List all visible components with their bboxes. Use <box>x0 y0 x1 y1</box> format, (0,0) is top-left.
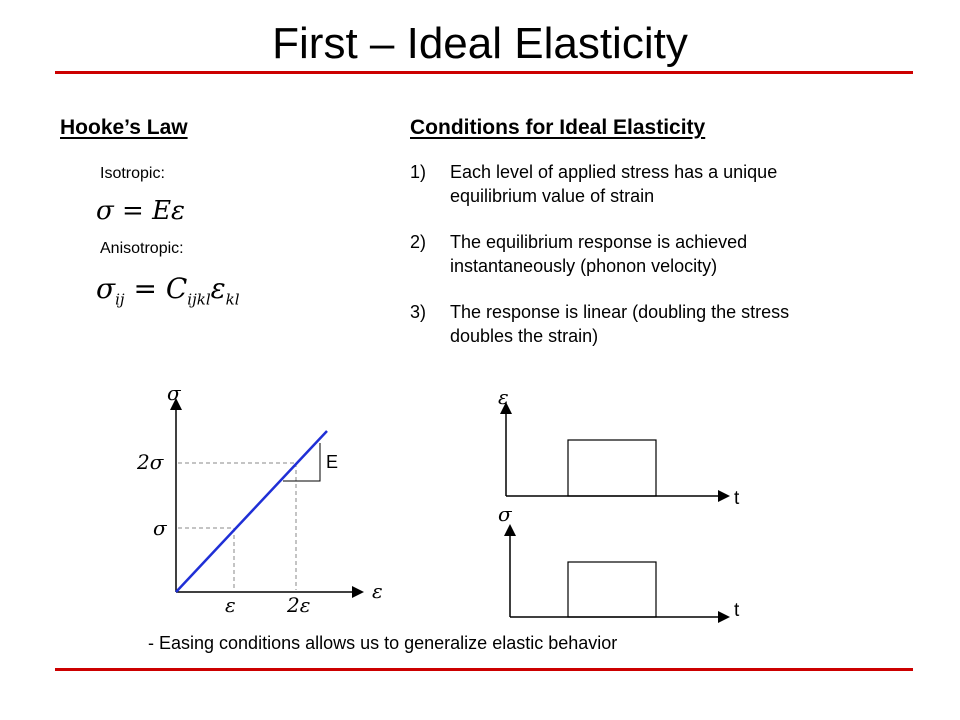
footer-divider <box>55 668 913 671</box>
condition-text: Each level of applied stress has a unique equilibrium value of strain <box>450 162 778 206</box>
strain-time-y-label: ε <box>498 385 509 409</box>
slope-label: E <box>326 452 339 472</box>
stress-pulse <box>568 562 656 617</box>
condition-text: The equilibrium response is achieved instantaneously (phonon velocity) <box>450 232 748 276</box>
anisotropic-label: Anisotropic: <box>100 240 184 257</box>
anisotropic-eps: ε <box>210 272 226 305</box>
anisotropic-eq-c: = C <box>133 272 188 305</box>
y-tick-two-sigma: 2σ <box>137 450 164 474</box>
strain-time-x-label: t <box>734 488 740 509</box>
x-tick-two-epsilon: 2ε <box>287 593 311 617</box>
condition-number: 2) <box>410 232 427 252</box>
strain-axis-label: ε <box>372 579 383 603</box>
strain-pulse <box>568 440 656 496</box>
footnote: - Easing conditions allows us to generalize elastic behavior <box>148 633 618 653</box>
anisotropic-sub-ij: ij <box>115 290 125 309</box>
condition-number: 3) <box>410 302 427 322</box>
stress-strain-line <box>176 431 327 592</box>
slide-title: First – Ideal Elasticity <box>272 19 688 68</box>
anisotropic-sub-ijkl: ijkl <box>187 290 211 309</box>
hookes-law-heading: Hooke’s Law <box>60 116 188 139</box>
x-tick-epsilon: ε <box>225 593 236 617</box>
stress-time-y-label: σ <box>498 502 512 526</box>
condition-number: 1) <box>410 162 427 182</box>
stress-strain-plot <box>136 381 383 617</box>
isotropic-eq-lhs: σ <box>96 196 114 226</box>
isotropic-eq-rhs: = Eε <box>122 196 185 226</box>
conditions-heading: Conditions for Ideal Elasticity <box>410 116 706 139</box>
anisotropic-sub-kl: kl <box>225 290 240 309</box>
stress-axis-label: σ <box>167 381 181 405</box>
y-tick-sigma: σ <box>153 516 167 540</box>
strain-time-plot <box>498 385 740 509</box>
condition-text: The response is linear (doubling the stress doubles the strain) <box>450 302 790 346</box>
stress-time-x-label: t <box>734 600 740 621</box>
slope-triangle <box>283 443 320 481</box>
isotropic-label: Isotropic: <box>100 165 165 182</box>
anisotropic-sigma: σ <box>96 272 116 305</box>
stress-time-plot <box>498 502 740 621</box>
